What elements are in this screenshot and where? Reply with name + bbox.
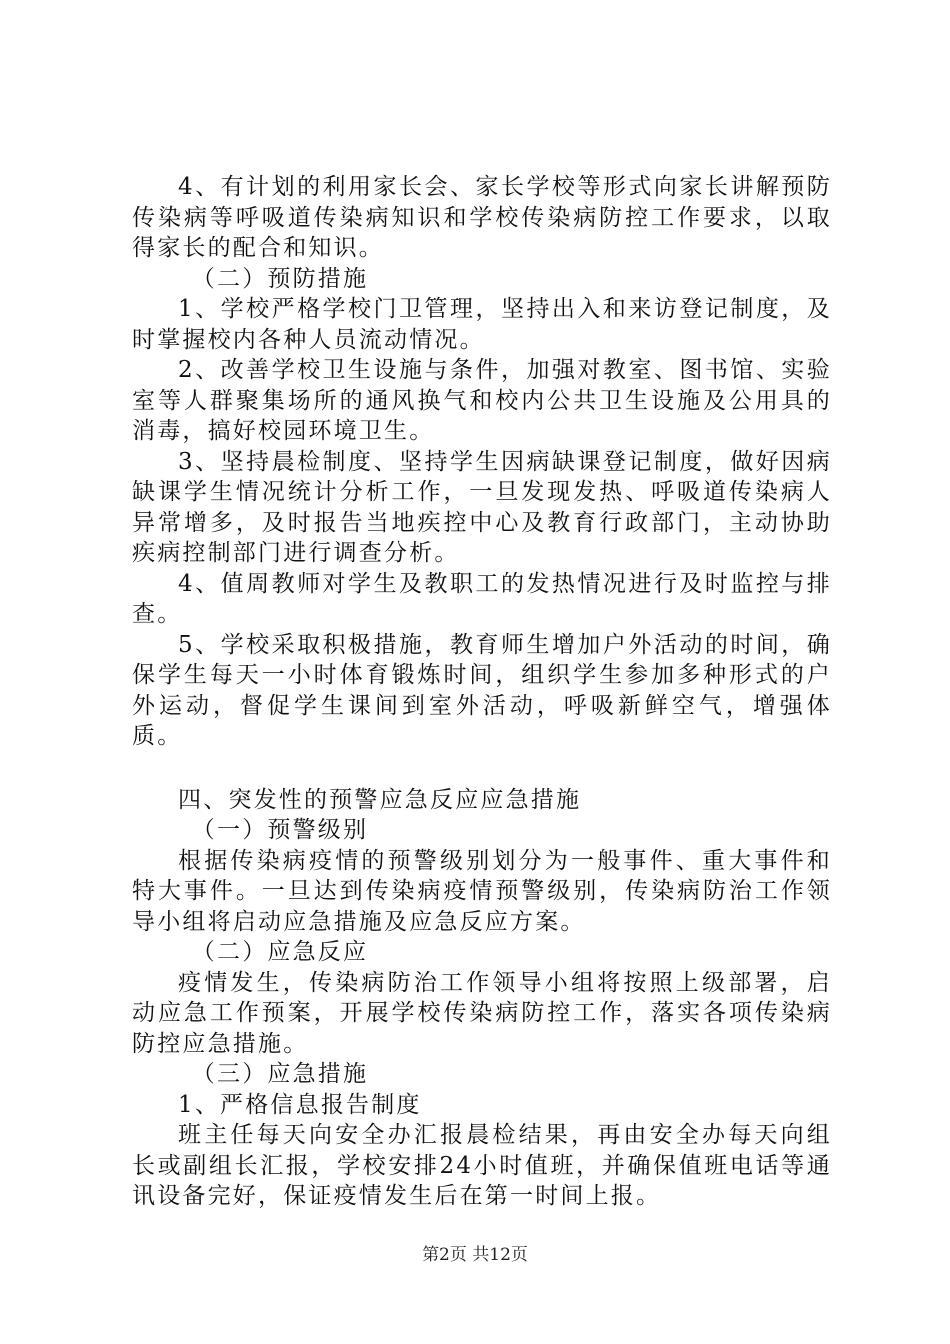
paragraph-warning-level: 根据传染病疫情的预警级别划分为一般事件、重大事件和特大事件。一旦达到传染病疫情预警级别，传染病防治工作领导小组将启动应急措施及应急反应方案。	[132, 847, 832, 935]
page-number-footer: 第2页 共12页	[422, 1245, 528, 1265]
paragraph-outdoor-activity: 5、学校采取积极措施，教育师生增加户外活动的时间，确保学生每天一小时体育锻炼时间，组织学生参加多种形式的户外运动，督促学生课间到室外活动，呼吸新鲜空气，增强体质。	[132, 631, 832, 749]
paragraph-fever-monitoring: 4、值周教师对学生及教职工的发热情况进行及时监控与排查。	[132, 570, 832, 627]
paragraph-emergency-response: 疫情发生，传染病防治工作领导小组将按照上级部署，启动应急工作预案，开展学校传染病防控工作，落实各项传染病防控应急措施。	[132, 969, 832, 1057]
paragraph-gate-management: 1、学校严格学校门卫管理，坚持出入和来访登记制度，及时掌握校内各种人员流动情况。	[132, 296, 832, 353]
document-body	[132, 172, 832, 1212]
heading-emergency-response: （二）应急反应	[191, 939, 369, 965]
heading-emergency-measures: （三）应急措施	[191, 1061, 369, 1087]
paragraph-sanitation: 2、改善学校卫生设施与条件，加强对教室、图书馆、实验室等人群聚集场所的通风换气和校内公共卫生设施及公用具的消毒，搞好校园环境卫生。	[132, 357, 832, 444]
paragraph-info-reporting: 班主任每天向安全办汇报晨检结果，再由安全办每天向组长或副组长汇报，学校安排24小时值班，并确保值班电话等通讯设备完好，保证疫情发生后在第一时间上报。	[132, 1122, 832, 1209]
section-spacer	[132, 752, 832, 785]
heading-prevention-measures: （二）预防措施	[191, 265, 369, 292]
paragraph-parent-outreach: 4、有计划的利用家长会、家长学校等形式向家长讲解预防传染病等呼吸道传染病知识和学校传染病防控工作要求，以取得家长的配合和知识。	[132, 174, 832, 261]
heading-warning-level: （一）预警级别	[191, 817, 369, 843]
heading-section-four: 四、突发性的预警应急反应应急措施	[178, 786, 582, 813]
heading-info-reporting: 1、严格信息报告制度	[178, 1091, 422, 1118]
paragraph-morning-check: 3、坚持晨检制度、坚持学生因病缺课登记制度，做好因病缺课学生情况统计分析工作，一旦发现发热、呼吸道传染病人异常增多，及时报告当地疾控中心及教育行政部门，主动协助疾病控制部门进行调查分析。	[132, 448, 832, 566]
